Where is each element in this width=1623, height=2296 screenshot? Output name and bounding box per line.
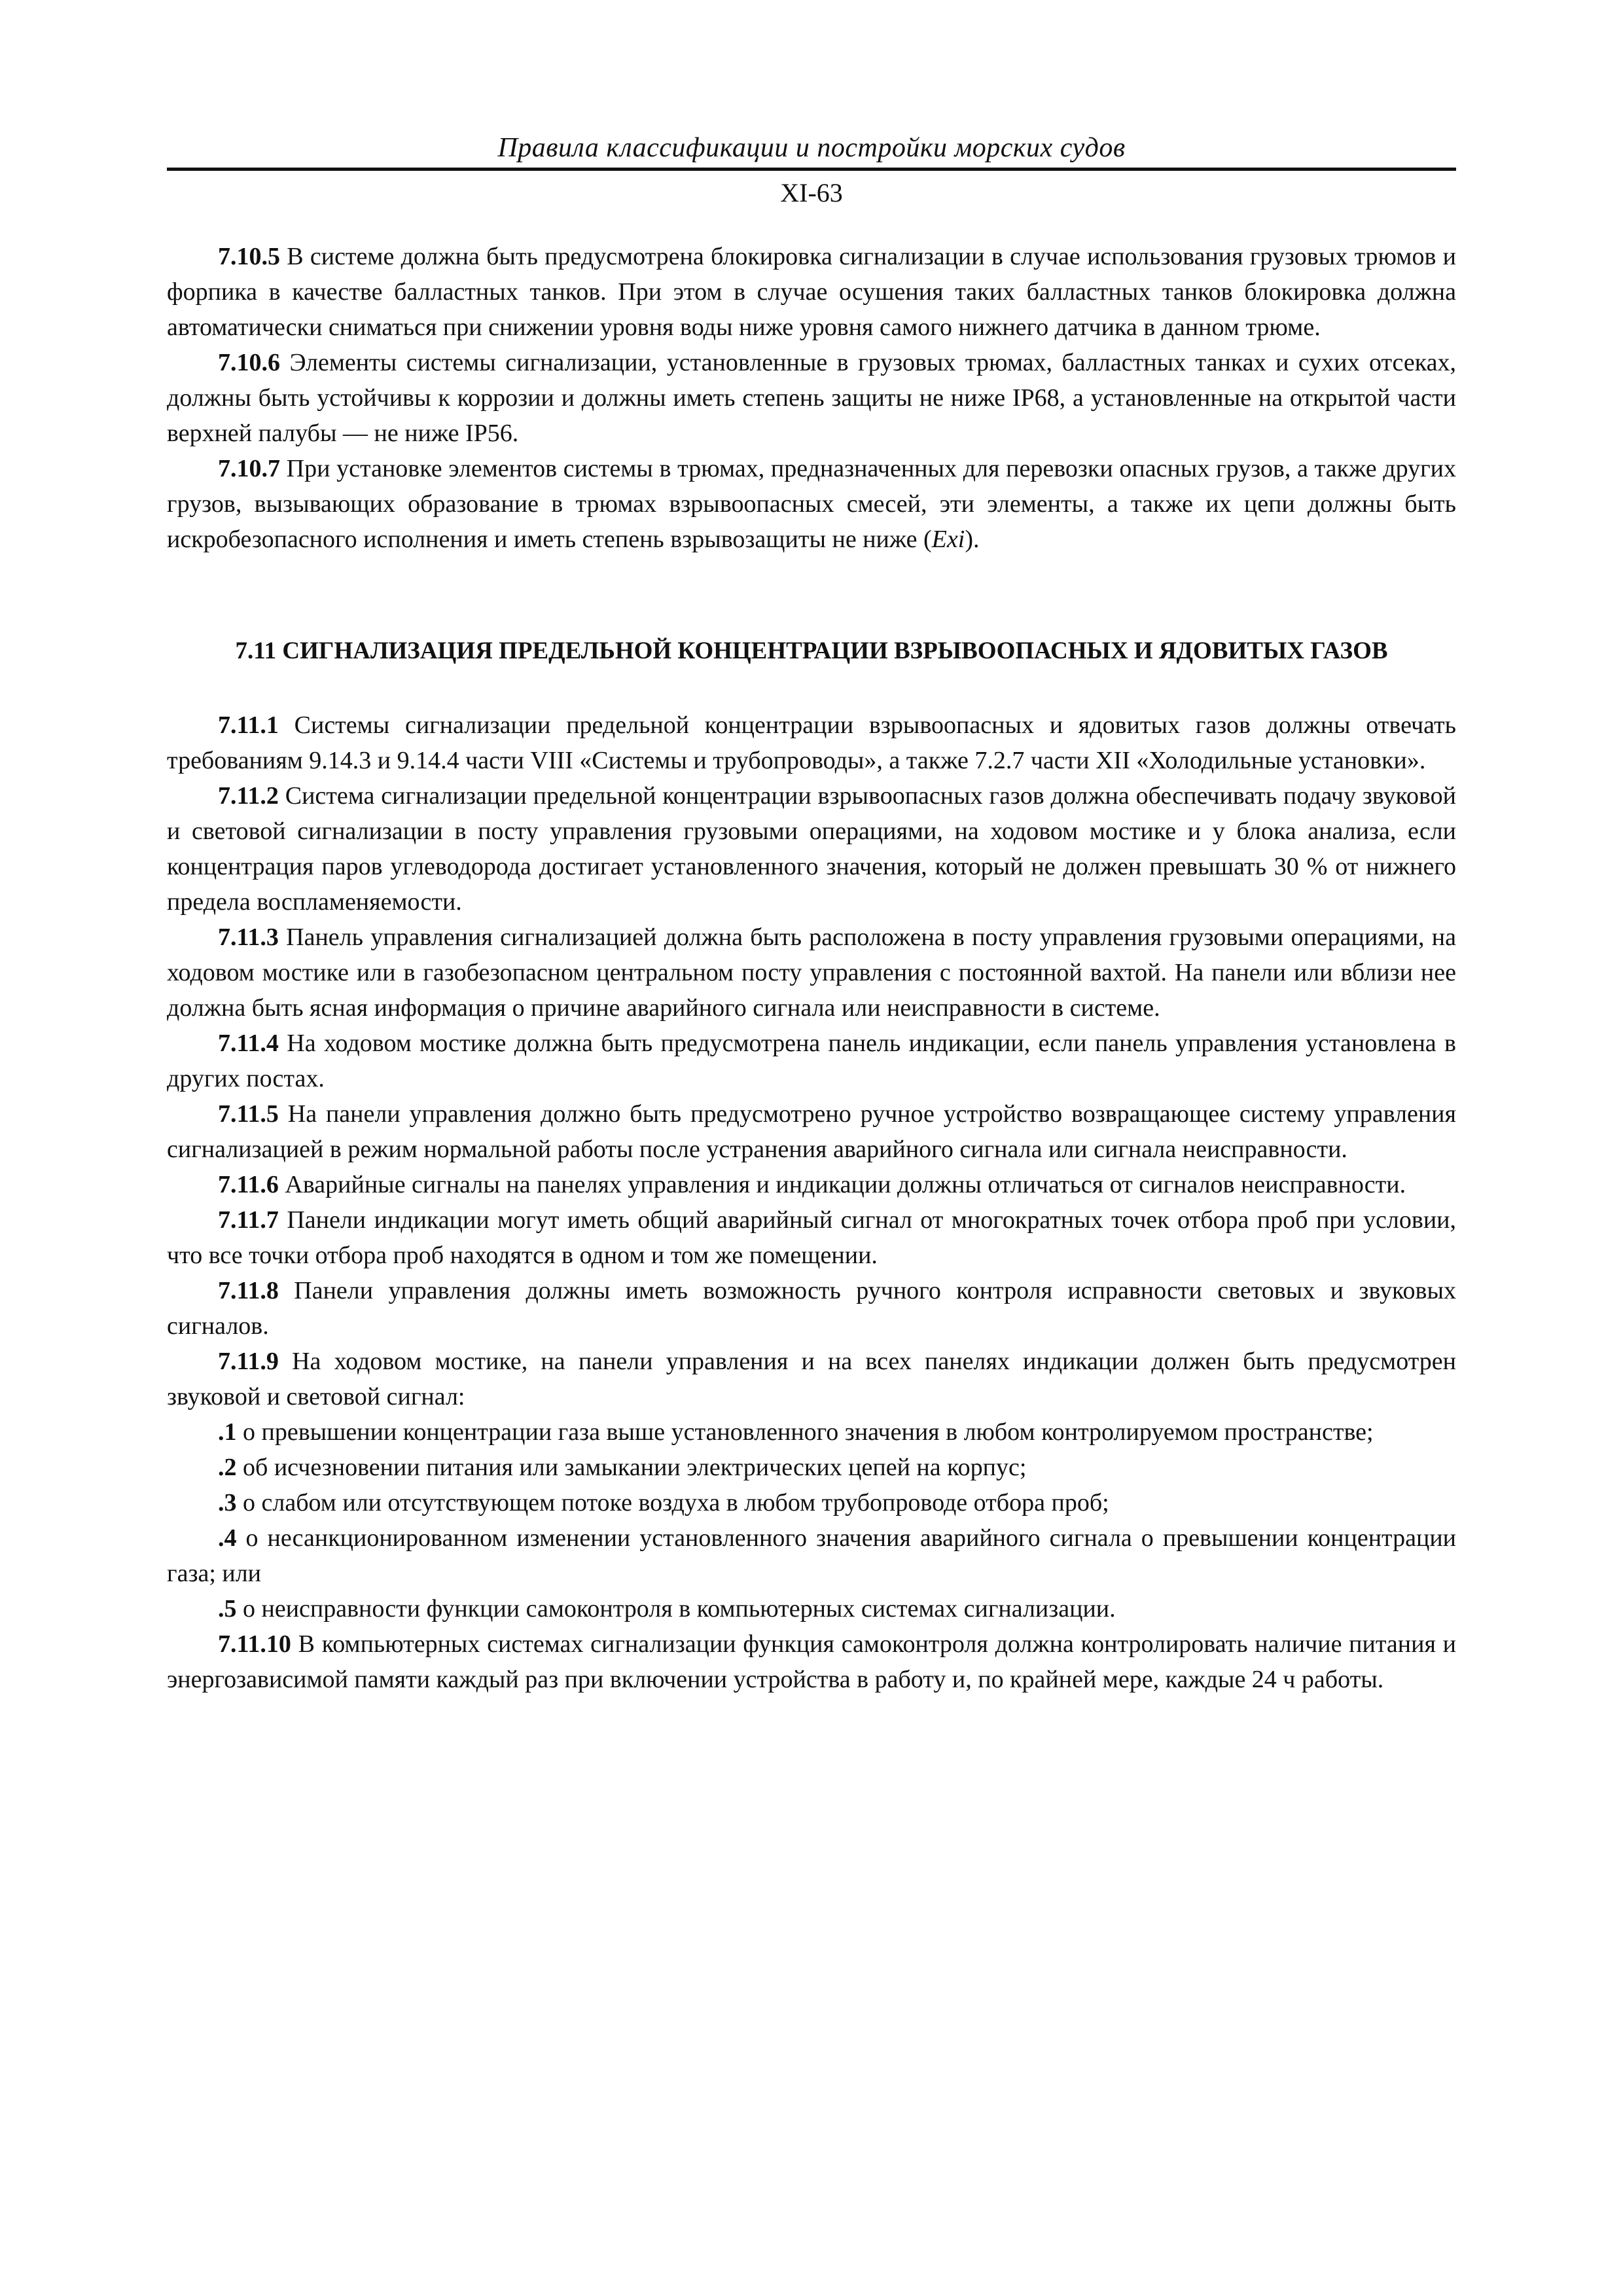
paragraph-7-10-7: [167, 451, 1456, 557]
list-marker: .3: [218, 1489, 237, 1516]
clause-number: 7.11.5: [218, 1100, 279, 1128]
section-7-11-heading: [167, 636, 1456, 667]
paragraph-7-11-3: [167, 920, 1456, 1026]
list-item-text: об исчезновении питания или замыкании электрических цепей на корпус;: [236, 1454, 1027, 1481]
clause-text: На ходовом мостике должна быть предусмотрена панель индикации, если панель управления установлена в других постах.: [167, 1030, 1456, 1092]
page-number: XI-63: [780, 178, 843, 207]
paragraph-7-11-10: [167, 1626, 1456, 1697]
list-item-text: о неисправности функции самоконтроля в компьютерных системах сигнализации.: [236, 1595, 1116, 1623]
clause-number: 7.11.3: [218, 924, 279, 951]
paragraph-7-11-9: [167, 1344, 1456, 1414]
running-header: [167, 131, 1456, 210]
list-item-5: [167, 1591, 1456, 1626]
list-item-2: [167, 1450, 1456, 1485]
clause-text: Система сигнализации предельной концентрации взрывоопасных газов должна обеспечивать подачу звуковой и световой сигнализации в посту управления грузовыми операциями, на ходовом мостике и у блока анализа, если концентрация паров углеводорода достигает установленного значения, который не должен превышать 30 % от нижнего предела воспламеняемости.: [167, 782, 1456, 916]
section-7-10-paragraphs: [167, 239, 1456, 557]
clause-text: Элементы системы сигнализации, установленные в грузовых трюмах, балластных танках и сухих отсеках, должны быть устойчивы к коррозии и должны иметь степень защиты не ниже IP68, а установленные на открытой части верхней палубы — не ниже IP56.: [167, 349, 1456, 447]
clause-text: Панели индикации могут иметь общий аварийный сигнал от многократных точек отбора проб при условии, что все точки отбора проб находятся в одном и том же помещении.: [167, 1206, 1456, 1269]
clause-text-end: ).: [965, 526, 980, 553]
section-title: 7.11 СИГНАЛИЗАЦИЯ ПРЕДЕЛЬНОЙ КОНЦЕНТРАЦИИ ВЗРЫВООПАСНЫХ И ЯДОВИТЫХ ГАЗОВ: [235, 637, 1388, 664]
list-item-text: о несанкционированном изменении установленного значения аварийного сигнала о превышении концентрации газа; или: [167, 1524, 1456, 1587]
clause-number: 7.11.7: [218, 1206, 279, 1234]
paragraph-7-11-1: [167, 708, 1456, 778]
list-marker: .2: [218, 1454, 237, 1481]
clause-number: 7.11.2: [218, 782, 279, 810]
paragraph-7-11-2: [167, 778, 1456, 920]
explosion-protection-mark: Exi: [931, 526, 965, 553]
clause-text: На панели управления должно быть предусмотрено ручное устройство возвращающее систему управления сигнализацией в режим нормальной работы после устранения аварийного сигнала или сигнала неисправности.: [167, 1100, 1456, 1163]
clause-text: Аварийные сигналы на панелях управления и индикации должны отличаться от сигналов неисправности.: [278, 1171, 1406, 1198]
paragraph-7-11-4: [167, 1026, 1456, 1096]
list-marker: .4: [218, 1524, 237, 1552]
list-item-1: [167, 1414, 1456, 1450]
clause-number: 7.10.6: [218, 349, 280, 376]
clause-number: 7.11.9: [218, 1348, 279, 1375]
paragraph-7-11-6: [167, 1167, 1456, 1202]
paragraph-7-10-5: [167, 239, 1456, 345]
running-title: Правила классификации и постройки морских судов: [497, 133, 1126, 163]
clause-number: 7.11.8: [218, 1277, 279, 1304]
paragraph-7-11-5: [167, 1096, 1456, 1167]
list-marker: .5: [218, 1595, 237, 1623]
list-item-4: [167, 1520, 1456, 1591]
clause-text: На ходовом мостике, на панели управления и на всех панелях индикации должен быть предусмотрен звуковой и световой сигнал:: [167, 1348, 1456, 1410]
clause-number: 7.11.6: [218, 1171, 279, 1198]
paragraph-7-11-8: [167, 1273, 1456, 1344]
list-item-text: о превышении концентрации газа выше установленного значения в любом контролируемом пространстве;: [236, 1418, 1374, 1446]
list-marker: .1: [218, 1418, 237, 1446]
clause-text: Панели управления должны иметь возможность ручного контроля исправности световых и звуковых сигналов.: [167, 1277, 1456, 1340]
section-7-11-paragraphs: [167, 708, 1456, 1697]
clause-number: 7.10.7: [218, 455, 280, 482]
clause-number: 7.11.1: [218, 711, 279, 739]
paragraph-7-10-6: [167, 345, 1456, 451]
list-item-3: [167, 1485, 1456, 1520]
header-rule: [167, 168, 1456, 171]
document-page: [167, 131, 1456, 1697]
clause-text: В компьютерных системах сигнализации функция самоконтроля должна контролировать наличие питания и энергозависимой памяти каждый раз при включении устройства в работу и, по крайней мере, каждые 24 ч работы.: [167, 1630, 1456, 1693]
clause-text: Панель управления сигнализацией должна быть расположена в посту управления грузовыми операциями, на ходовом мостике или в газобезопасном центральном посту управления с постоянной вахтой. На панели или вблизи нее должна быть ясная информация о причине аварийного сигнала или неисправности в системе.: [167, 924, 1456, 1022]
clause-text: При установке элементов системы в трюмах, предназначенных для перевозки опасных грузов, а также других грузов, вызывающих образование в трюмах взрывоопасных смесей, эти элементы, а также их цепи должны быть искробезопасного исполнения и иметь степень взрывозащиты не ниже (: [167, 455, 1456, 553]
clause-number: 7.11.4: [218, 1030, 279, 1057]
clause-text: Системы сигнализации предельной концентрации взрывоопасных и ядовитых газов должны отвечать требованиям 9.14.3 и 9.14.4 части VIII «Системы и трубопроводы», а также 7.2.7 части XII «Холодильные установки».: [167, 711, 1456, 774]
clause-number: 7.11.10: [218, 1630, 291, 1658]
clause-text: В системе должна быть предусмотрена блокировка сигнализации в случае использования грузовых трюмов и форпика в качестве балластных танков. При этом в случае осушения таких балластных танков блокировка должна автоматически сниматься при снижении уровня воды ниже уровня самого нижнего датчика в данном трюме.: [167, 243, 1456, 341]
clause-number: 7.10.5: [218, 243, 280, 270]
list-item-text: о слабом или отсутствующем потоке воздуха в любом трубопроводе отбора проб;: [236, 1489, 1109, 1516]
paragraph-7-11-7: [167, 1202, 1456, 1273]
